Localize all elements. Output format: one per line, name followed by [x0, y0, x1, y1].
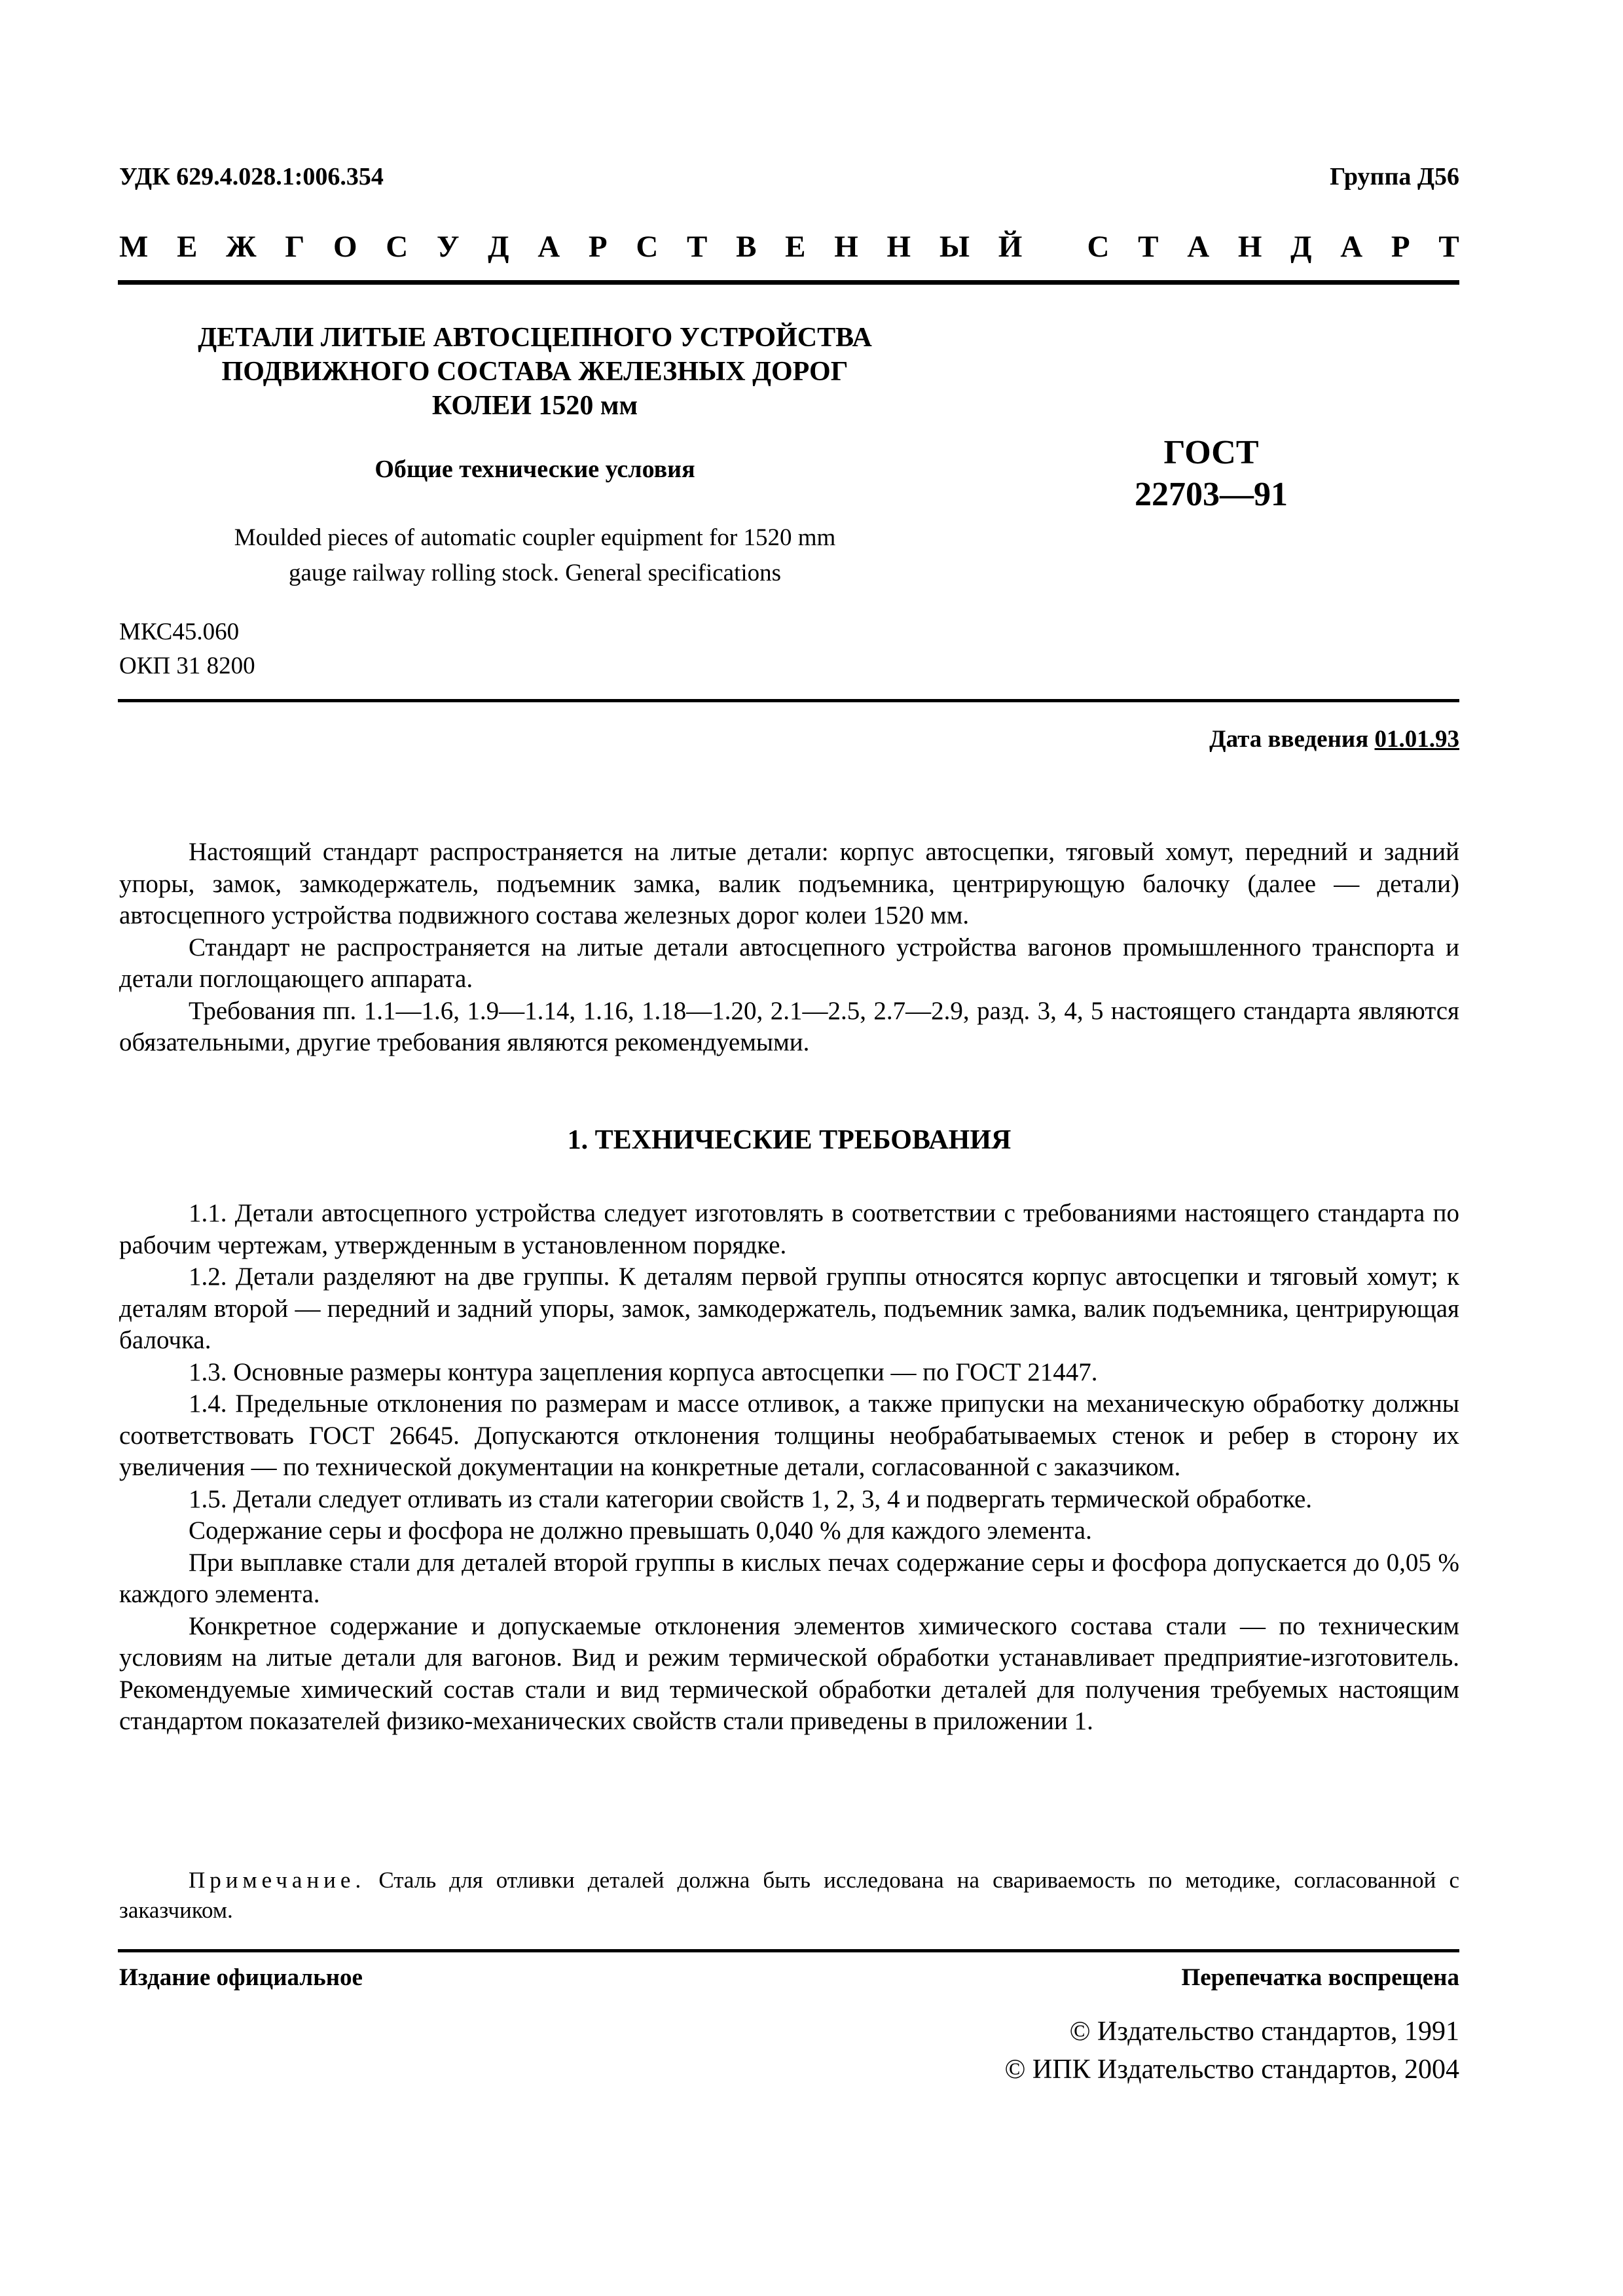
standard-type-letter: Н: [834, 230, 858, 264]
standard-type-letter: Т: [1138, 230, 1159, 264]
official-edition-label: Издание официальное: [119, 1964, 363, 1991]
document-subtitle: Общие технические условия: [374, 456, 695, 483]
standard-type-letter: Ж: [226, 230, 257, 264]
introduction-date: [1209, 725, 1459, 753]
standard-type-letter: Н: [1237, 230, 1262, 264]
section-heading: 1. ТЕХНИЧЕСКИЕ ТРЕБОВАНИЯ: [567, 1125, 1012, 1155]
section1-text: [119, 1198, 1459, 1738]
paragraph: 1.3. Основные размеры контура зацепления корпуса автосцепки — по ГОСТ 21447.: [189, 1357, 1098, 1386]
no-reprint-label: Перепечатка воспрещена: [1181, 1964, 1459, 1991]
standard-type-letter: С: [1087, 230, 1110, 264]
standard-type-letter: А: [1187, 230, 1210, 264]
copyright-line: © Издательство стандартов, 1991: [1069, 2017, 1459, 2047]
paragraph: При выплавке стали для деталей второй группы в кислых печах содержание серы и фосфора допускается до 0,05 % каждого элемента.: [119, 1548, 1459, 1608]
paragraph: Требования пп. 1.1—1.6, 1.9—1.14, 1.16, 1.18—1.20, 2.1—2.5, 2.7—2.9, разд. 3, 4, 5 настоящего стандарта являются обязательными, другие требования являются рекомендуемыми.: [119, 996, 1459, 1056]
standard-type-letter: Г: [285, 230, 305, 264]
standard-type-heading: [119, 229, 1459, 264]
standard-type-letter: А: [538, 230, 560, 264]
standard-type-letter: Ы: [939, 230, 970, 264]
title-line: ДЕТАЛИ ЛИТЫЕ АВТОСЦЕПНОГО УСТРОЙСТВА: [198, 323, 872, 353]
note: [119, 1865, 1459, 1926]
standard-type-letter: У: [436, 230, 460, 264]
group-code: Группа Д56: [1330, 163, 1459, 190]
paragraph: 1.2. Детали разделяют на две группы. К деталям первой группы относятся корпус автосцепки и тяговый хомут; к деталям второй — передний и задний упоры, замок, замкодержатель, подъемник замка, валик подъемника, центрирующая балочка.: [119, 1263, 1459, 1354]
standard-type-letter: Р: [588, 230, 608, 264]
english-title: [119, 520, 951, 591]
introduction-text: [119, 836, 1459, 1059]
standard-type-letter: [1051, 229, 1059, 264]
gost-number: 22703—91: [1135, 476, 1288, 513]
standard-type-letter: Р: [1391, 230, 1410, 264]
copyright-line: © ИПК Издательство стандартов, 2004: [1004, 2054, 1459, 2085]
intro-date-label: Дата введения: [1209, 726, 1369, 753]
standard-type-letter: Е: [177, 230, 198, 264]
standard-type-letter: С: [636, 230, 659, 264]
paragraph: 1.4. Предельные отклонения по размерам и массе отливок, а также припуски на механическую обработку должны соответствовать ГОСТ 26645. Допускаются отклонения толщины необрабатываемых стенок и ребер в сторону их увеличения — по технической документации на конкретные детали, согласованной с заказчиком.: [119, 1390, 1459, 1481]
gost-label: ГОСТ: [1163, 434, 1259, 471]
paragraph: 1.5. Детали следует отливать из стали категории свойств 1, 2, 3, 4 и подвергать термической обработке.: [189, 1484, 1313, 1513]
standard-type-letter: Н: [886, 230, 911, 264]
udk-code: УДК 629.4.028.1:006.354: [119, 163, 384, 190]
standard-type-letter: Й: [998, 230, 1023, 264]
gost-designation: [1074, 432, 1349, 516]
document-title: [119, 321, 951, 423]
standard-type-letter: Д: [488, 230, 509, 264]
middle-rule: [118, 699, 1459, 702]
intro-date-value: 01.01.93: [1374, 726, 1459, 753]
standard-type-letter: Т: [687, 230, 708, 264]
copyright: [1004, 2013, 1459, 2089]
english-title-line: Moulded pieces of automatic coupler equipment for 1520 mm: [234, 524, 836, 551]
standard-type-letter: О: [333, 230, 357, 264]
standard-type-letter: М: [119, 230, 149, 264]
standard-type-letter: С: [386, 230, 409, 264]
standard-type-letter: Е: [785, 230, 806, 264]
paragraph: 1.1. Детали автосцепного устройства следует изготовлять в соответствии с требованиями настоящего стандарта по рабочим чертежам, утвержденным в установленном порядке.: [119, 1199, 1459, 1259]
note-label: Примечание.: [189, 1867, 366, 1893]
paragraph: Содержание серы и фосфора не должно превышать 0,040 % для каждого элемента.: [189, 1516, 1092, 1545]
standard-type-letter: Д: [1290, 230, 1312, 264]
title-line: КОЛЕИ 1520 мм: [431, 391, 638, 421]
top-rule: [118, 280, 1459, 285]
bottom-rule: [118, 1949, 1459, 1952]
paragraph: Настоящий стандарт распространяется на литые детали: корпус автосцепки, тяговый хомут, передний и задний упоры, замок, замкодержатель, подъемник замка, валик подъемника, центрирующую балочку (далее — детали) автосцепного устройства подвижного состава железных дорог колеи 1520 мм.: [119, 838, 1459, 929]
okp-code: ОКП 31 8200: [119, 653, 255, 679]
paragraph: Конкретное содержание и допускаемые отклонения элементов химического состава стали — по техническим условиям на литые детали для вагонов. Вид и режим термической обработки устанавливает предприятие-изготовитель. Рекомендуемые химический состав стали и вид термической обработки деталей для получения требуемых настоящим стандартом показателей физико-механических свойств стали приведены в приложении 1.: [119, 1611, 1459, 1735]
note-text: Сталь для отливки деталей должна быть исследована на свариваемость по методике, согласованной с заказчиком.: [119, 1867, 1459, 1923]
standard-type-letter: В: [736, 230, 757, 264]
standard-type-letter: А: [1340, 230, 1363, 264]
classification-codes: [119, 615, 255, 683]
title-line: ПОДВИЖНОГО СОСТАВА ЖЕЛЕЗНЫХ ДОРОГ: [221, 357, 848, 387]
mks-code: МКС45.060: [119, 619, 240, 645]
english-title-line: gauge railway rolling stock. General specifications: [288, 560, 782, 586]
paragraph: Стандарт не распространяется на литые детали автосцепного устройства вагонов промышленного транспорта и детали поглощающего аппарата.: [119, 933, 1459, 993]
standard-type-letter: Т: [1438, 230, 1459, 264]
